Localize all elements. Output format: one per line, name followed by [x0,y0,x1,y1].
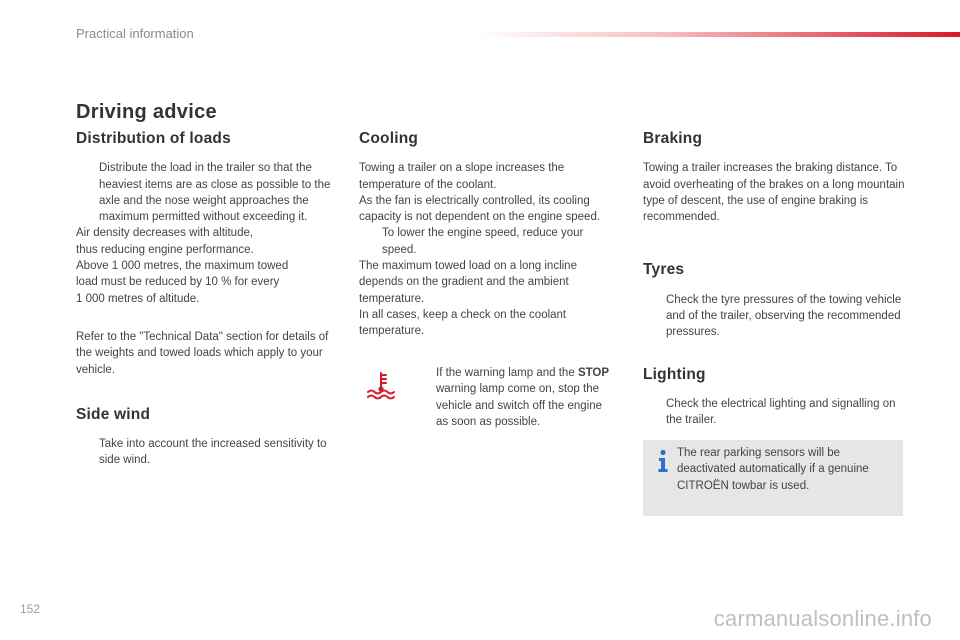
cooling-p1: Towing a trailer on a slope increases the temperature of the coolant. [359,162,565,191]
header-section-title: Practical information [76,26,194,41]
bullet-distribution-text: Distribute the load in the trailer so that the heaviest items are as close as possible to the axle and the nose weight approaches the maximum permitted without exceeding it. [99,162,331,224]
bullet-tyres [643,292,905,341]
bullet-side-wind [76,436,346,469]
info-text: The rear parking sensors will be deactivated automatically if a genuine CITROËN towbar is used. [677,447,869,492]
altitude-line-3: Above 1 000 metres, the maximum towed [76,260,289,273]
bullet-tyres-text: Check the tyre pressures of the towing vehicle and of the trailer, observing the recommended pressures. [666,293,902,339]
section-title-braking: Braking [643,130,703,147]
header-accent-bar [478,32,960,37]
altitude-line-5: 1 000 metres of altitude. [76,292,200,305]
warning-text-pre: If the warning lamp and the [436,367,575,379]
coolant-temperature-warning-icon [365,370,397,402]
altitude-line-1: Air density decreases with altitude, [76,227,254,240]
column-right [643,131,905,429]
bullet-lighting [643,396,905,429]
warning-stop-label: STOP [577,367,610,379]
info-box [643,440,903,516]
section-title-distribution: Distribution of loads [76,130,231,147]
bullet-lighting-text: Check the electrical lighting and signalling on the trailer. [666,397,896,427]
bullet-cooling [359,225,621,258]
warning-lamp-note [416,365,616,430]
column-left [76,131,346,469]
cooling-p4: In all cases, keep a check on the coolant temperature. [359,308,567,338]
warning-text-post: warning lamp come on, stop the vehicle and switch off the engine as soon as possible. [436,383,603,428]
bullet-distribution [76,160,346,225]
column-middle [359,131,621,340]
watermark: carmanualsonline.info [713,606,932,631]
section-title-side-wind: Side wind [76,405,151,423]
bullet-cooling-text: To lower the engine speed, reduce your speed. [382,227,584,256]
page-number: 152 [20,602,41,616]
section-title-cooling: Cooling [359,130,419,147]
altitude-line-4: load must be reduced by 10 % for every [76,276,280,289]
section-title-tyres: Tyres [643,261,685,279]
braking-text: Towing a trailer increases the braking distance. To avoid overheating of the brakes on a long mountain type of descent, the use of engine braking is recommended. [643,162,905,224]
altitude-line-2: thus reducing engine performance. [76,243,254,256]
bullet-side-wind-text: Take into account the increased sensitivity to side wind. [99,438,327,467]
cooling-p3: The maximum towed load on a long incline depends on the gradient and the ambient temperature. [359,260,577,305]
section-title-lighting: Lighting [643,365,706,383]
page-title: Driving advice [76,101,217,123]
cooling-p2: As the fan is electrically controlled, its cooling capacity is not dependent on the engine speed. [359,194,601,224]
refer-technical-data: Refer to the "Technical Data" section for details of the weights and towed loads which apply to your vehicle. [76,330,329,376]
info-icon [655,449,671,473]
